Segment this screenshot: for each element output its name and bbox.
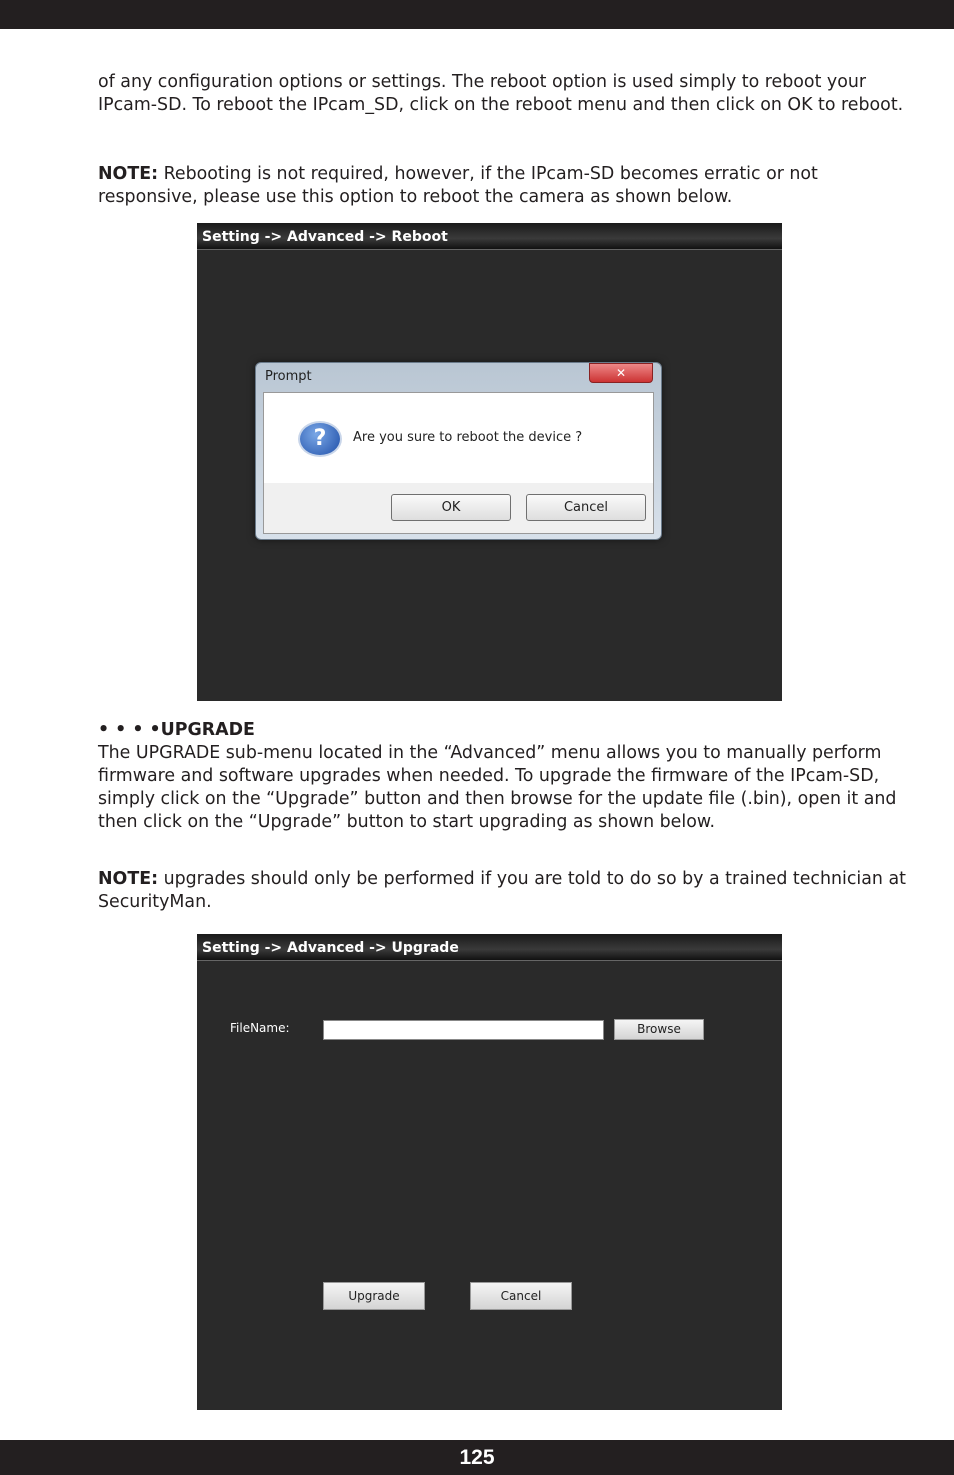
upgrade-heading-text: • • • •UPGRADE <box>98 720 255 740</box>
breadcrumb: Setting -> Advanced -> Reboot <box>197 223 782 250</box>
dialog-title: Prompt <box>265 369 312 384</box>
note-label: NOTE: <box>98 869 159 889</box>
upgrade-heading <box>98 719 918 742</box>
browse-button[interactable]: Browse <box>614 1019 704 1040</box>
breadcrumb: Setting -> Advanced -> Upgrade <box>197 934 782 961</box>
filename-input[interactable] <box>323 1020 604 1040</box>
header-bar <box>0 0 954 29</box>
note-upgrade <box>98 868 918 914</box>
upgrade-paragraph: The UPGRADE sub-menu located in the “Advanced” menu allows you to manually perform firmware and software upgrades when needed. To upgrade the firmware of the IPcam-SD, simply click on the “Upgrade” button and then browse for the update file (.bin), open it and then click on the “Upgrade” button to start upgrading as shown below. <box>98 743 897 832</box>
upgrade-screenshot <box>197 934 782 1410</box>
ok-button[interactable]: OK <box>391 494 511 521</box>
upgrade-button[interactable]: Upgrade <box>323 1282 425 1310</box>
note-reboot <box>98 163 918 209</box>
page-number: 125 <box>0 1440 954 1475</box>
note-label: NOTE: <box>98 164 159 184</box>
cancel-button[interactable]: Cancel <box>470 1282 572 1310</box>
filename-label: FileName: <box>230 1021 290 1035</box>
dialog-message: Are you sure to reboot the device ? <box>353 430 583 445</box>
reboot-screenshot <box>197 223 782 701</box>
close-icon[interactable]: ✕ <box>589 363 653 383</box>
prompt-dialog <box>255 362 662 540</box>
note-text: upgrades should only be performed if you are told to do so by a trained technician at SecurityMan. <box>98 869 906 912</box>
note-text: Rebooting is not required, however, if the IPcam-SD becomes erratic or not responsive, please use this option to reboot the camera as shown below. <box>98 164 818 207</box>
dialog-body <box>263 392 654 484</box>
cancel-button[interactable]: Cancel <box>526 494 646 521</box>
intro-paragraph: of any configuration options or settings. The reboot option is used simply to reboot your IPcam-SD. To reboot the IPcam_SD, click on the reboot menu and then click on OK to reboot. <box>98 72 904 115</box>
question-icon: ? <box>298 421 342 457</box>
dialog-footer <box>263 483 654 534</box>
